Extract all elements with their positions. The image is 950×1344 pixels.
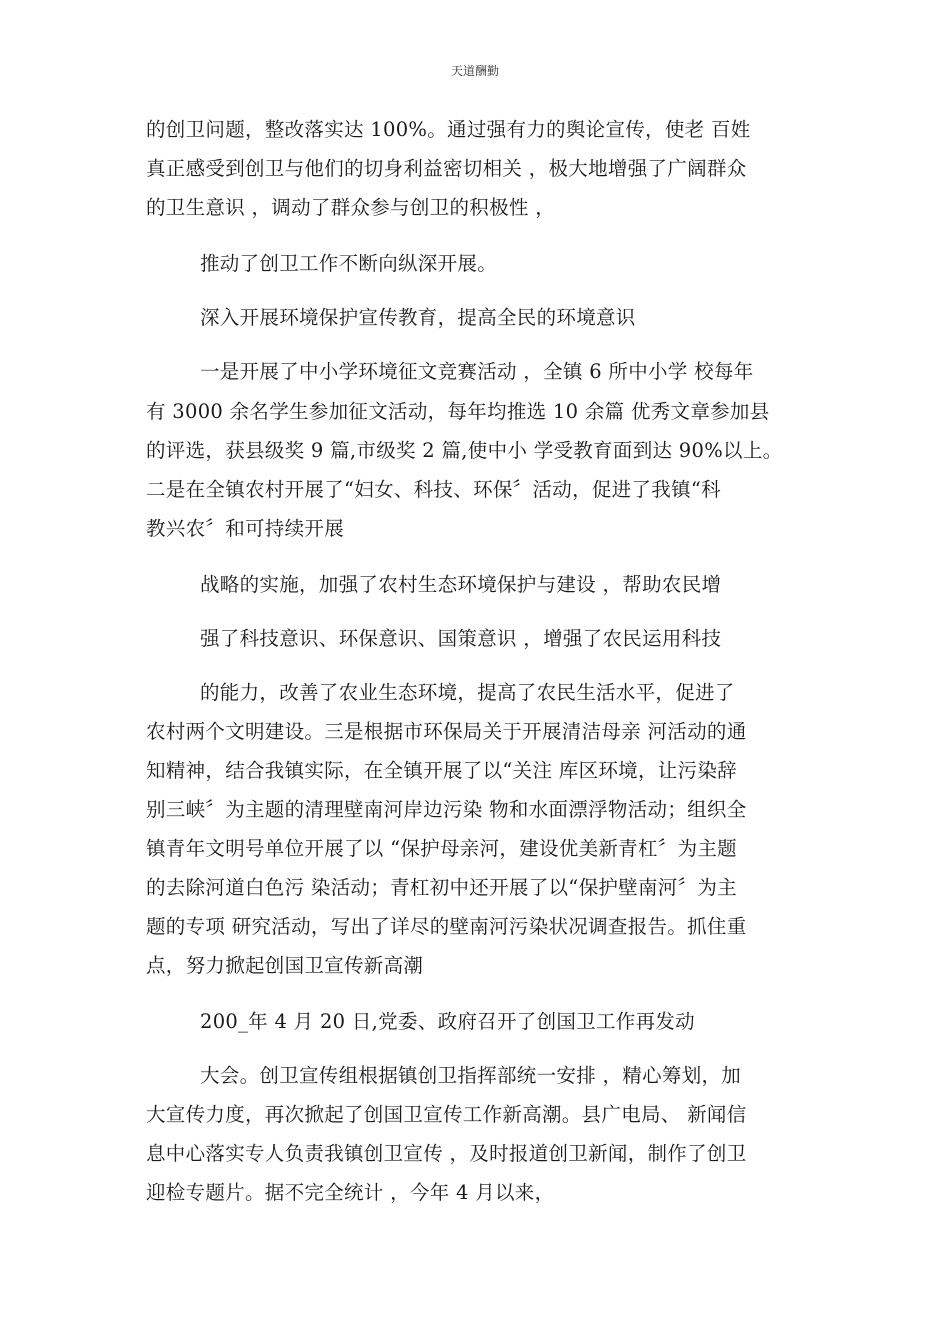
text-line: 一是开展了中小学环境征文竞赛活动 ，全镇 6 所中小学 校每年: [200, 360, 754, 383]
text-line: 真正感受到创卫与他们的切身利益密切相关 ，极大地增强了广阔群众: [146, 157, 747, 180]
text-line: 教兴农〞和可持续开展: [146, 517, 345, 540]
text-line: 强了科技意识、环保意识、国策意识 ，增强了农民运用科技: [200, 627, 722, 650]
text-line: 的去除河道白色污 染活动；青杠初中还开展了以“保护壁南河〞为主: [146, 876, 737, 899]
text-line: 迎检专题片。据不完全统计 ，今年 4 月以来，: [146, 1181, 555, 1204]
text-line: 农村两个文明建设。三是根据市环保局关于开展清洁母亲 河活动的通: [146, 720, 747, 743]
text-line: 息中心落实专人负责我镇创卫宣传 ，及时报道创卫新闻，制作了创卫: [146, 1142, 747, 1165]
text-line: 点，努力掀起创国卫宣传新高潮: [146, 954, 424, 977]
text-line: 知精神，结合我镇实际，在全镇开展了以“关注 库区环境，让污染辞: [146, 759, 737, 782]
text-line: 的能力，改善了农业生态环境，提高了农民生活水平，促进了: [200, 681, 735, 704]
text-line: 深入开展环境保护宣传教育，提高全民的环境意识: [200, 306, 636, 329]
text-line: 题的专项 研究活动，写出了详尽的壁南河污染状况调查报告。抓住重: [146, 915, 747, 938]
text-line: 大会。创卫宣传组根据镇创卫指挥部统一安排 ，精心筹划，加: [200, 1064, 742, 1087]
text-line: 的创卫问题，整改落实达 100%。通过强有力的舆论宣传，使老 百姓: [146, 118, 751, 141]
page-header: 天道酬勤: [450, 64, 499, 78]
text-line: 有 3000 余名学生参加征文活动，每年均推选 10 余篇 优秀文章参加县: [146, 400, 770, 423]
text-line: 推动了创卫工作不断向纵深开展。: [200, 252, 498, 275]
text-line: 二是在全镇农村开展了“妇女、科技、环保〞活动，促进了我镇“科: [146, 478, 721, 501]
text-line: 的评选，获县级奖 9 篇,市级奖 2 篇,使中小 学受教育面到达 90%以上。: [146, 439, 783, 462]
text-line: 的卫生意识 ，调动了群众参与创卫的积极性 ，: [146, 196, 555, 219]
text-line: 镇青年文明号单位开展了以 “保护母亲河，建设优美新青杠〞为主题: [146, 837, 737, 860]
text-line: 200_年 4 月 20 日,党委、政府召开了创国卫工作再发动: [200, 1010, 695, 1033]
text-line: 别三峡〞为主题的清理壁南河岸边污染 物和水面漂浮物活动；组织全: [146, 798, 747, 821]
text-line: 战略的实施，加强了农村生态环境保护与建设 ，帮助农民增: [200, 573, 722, 596]
text-line: 大宣传力度，再次掀起了创国卫宣传工作新高潮。县广电局、 新闻信: [146, 1103, 747, 1126]
